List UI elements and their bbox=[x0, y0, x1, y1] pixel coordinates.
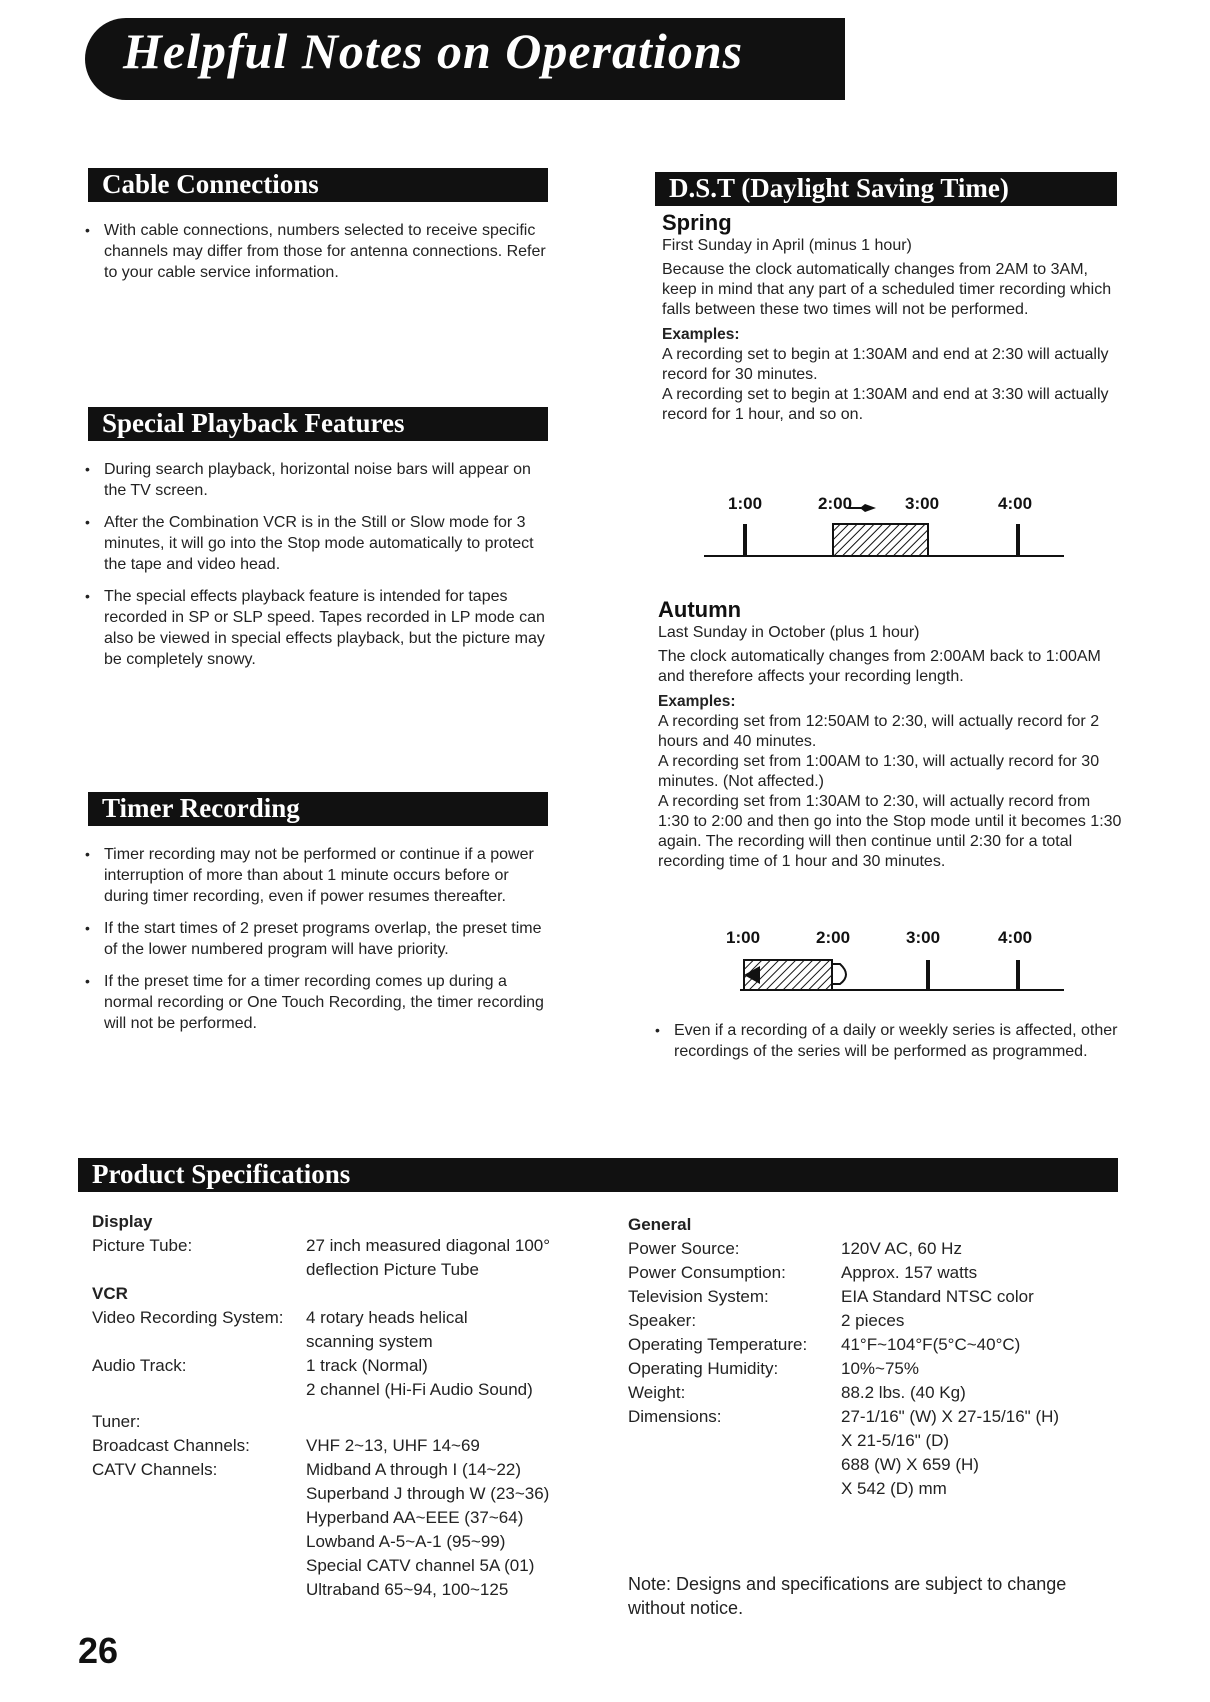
autumn-time-2: 2:00 bbox=[816, 928, 851, 947]
broadcast-channels-label: Broadcast Channels: bbox=[92, 1436, 250, 1455]
picture-tube-label: Picture Tube: bbox=[92, 1236, 193, 1255]
spring-timeline-graphic bbox=[700, 494, 1070, 564]
dimensions-value-2: X 21-5/16" (D) bbox=[841, 1431, 950, 1450]
broadcast-channels-value: VHF 2~13, UHF 14~69 bbox=[306, 1436, 480, 1455]
special-bullet-3: • The special effects playback feature is intended for tapes recorded in SP or SLP speed. Tapes recorded in LP mode can also be viewed in special effects playback, but the picture may be completely snowy. bbox=[82, 586, 552, 670]
operating-temperature-label: Operating Temperature: bbox=[628, 1335, 808, 1354]
catv-value-6: Ultraband 65~94, 100~125 bbox=[306, 1580, 509, 1599]
spring-hatched-gap bbox=[833, 524, 928, 556]
autumn-arrow-tip bbox=[832, 964, 846, 984]
autumn-example-3: A recording set from 1:30AM to 2:30, will actually record from 1:30 to 2:00 and then go into the Stop mode until it becomes 1:30 again. The recording will then continue until 2:30 for a total recording time of 1 hour and 30 minutes. bbox=[658, 793, 1122, 870]
autumn-body: The clock automatically changes from 2:00AM back to 1:00AM and therefore affects your recording length. bbox=[658, 648, 1101, 685]
spring-tick-4 bbox=[1016, 524, 1020, 556]
video-recording-label: Video Recording System: bbox=[92, 1308, 284, 1327]
specs-note: Note: Designs and specifications are subject to change without notice. bbox=[628, 1574, 1067, 1618]
dst-heading: D.S.T (Daylight Saving Time) bbox=[669, 173, 1009, 203]
specs-right-column bbox=[628, 1213, 1118, 1501]
operating-humidity-value: 10%~75% bbox=[841, 1359, 919, 1378]
autumn-tick-3 bbox=[926, 960, 930, 990]
television-system-label: Television System: bbox=[628, 1287, 769, 1306]
weight-label: Weight: bbox=[628, 1383, 686, 1402]
weight-value: 88.2 lbs. (40 Kg) bbox=[841, 1383, 966, 1402]
dst-bullet: • Even if a recording of a daily or weekly series is affected, other recordings of the series will be performed as programmed. bbox=[652, 1020, 1122, 1062]
autumn-time-3: 3:00 bbox=[906, 928, 941, 947]
operating-temperature-value: 41°F~104°F(5°C~40°C) bbox=[841, 1335, 1021, 1354]
spring-time-2: 2:00 bbox=[818, 494, 853, 513]
power-consumption-value: Approx. 157 watts bbox=[841, 1263, 978, 1282]
cable-connections-list bbox=[82, 220, 552, 294]
autumn-example-2: A recording set from 1:00AM to 1:30, will actually record for 30 minutes. (Not affected.) bbox=[658, 753, 1100, 790]
cable-connections-heading: Cable Connections bbox=[102, 169, 319, 199]
spring-example-2: A recording set to begin at 1:30AM and end at 3:30 will actually record for 1 hour, and so on. bbox=[662, 386, 1109, 423]
specs-left-column bbox=[92, 1210, 592, 1602]
catv-value-5: Special CATV channel 5A (01) bbox=[306, 1556, 535, 1575]
spring-tick-1 bbox=[743, 524, 747, 556]
timer-recording-heading-bar bbox=[88, 792, 548, 826]
tuner-label: Tuner: bbox=[92, 1412, 141, 1431]
timer-recording-heading: Timer Recording bbox=[102, 793, 300, 823]
spring-time-1: 1:00 bbox=[728, 494, 763, 513]
general-header: General bbox=[628, 1215, 692, 1234]
special-playback-heading: Special Playback Features bbox=[102, 408, 405, 438]
spring-subtitle: First Sunday in April (minus 1 hour) bbox=[662, 237, 912, 254]
timer-recording-list bbox=[82, 844, 552, 1045]
autumn-time-1: 1:00 bbox=[726, 928, 761, 947]
dimensions-label: Dimensions: bbox=[628, 1407, 722, 1426]
autumn-tick-4 bbox=[1016, 960, 1020, 990]
special-playback-list bbox=[82, 459, 552, 681]
display-header: Display bbox=[92, 1212, 153, 1231]
catv-channels-label: CATV Channels: bbox=[92, 1460, 218, 1479]
autumn-block bbox=[658, 597, 1123, 872]
special-bullet-1: • During search playback, horizontal noise bars will appear on the TV screen. bbox=[82, 459, 552, 501]
catv-value-3: Hyperband AA~EEE (37~64) bbox=[306, 1508, 524, 1527]
specs-heading-bar bbox=[78, 1158, 1118, 1192]
spring-time-3: 3:00 bbox=[905, 494, 940, 513]
speaker-value: 2 pieces bbox=[841, 1311, 905, 1330]
dst-heading-bar bbox=[655, 172, 1117, 206]
power-consumption-label: Power Consumption: bbox=[628, 1263, 786, 1282]
catv-value-4: Lowband A-5~A-1 (95~99) bbox=[306, 1532, 506, 1551]
dimensions-value-1: 27-1/16" (W) X 27-15/16" (H) bbox=[841, 1407, 1060, 1426]
autumn-title: Autumn bbox=[658, 597, 742, 622]
picture-tube-value-2: deflection Picture Tube bbox=[306, 1260, 479, 1279]
specs-heading: Product Specifications bbox=[92, 1159, 351, 1189]
picture-tube-value-1: 27 inch measured diagonal 100° bbox=[306, 1236, 551, 1255]
dst-note-list bbox=[652, 1020, 1122, 1073]
spring-time-4: 4:00 bbox=[998, 494, 1033, 513]
power-source-value: 120V AC, 60 Hz bbox=[841, 1239, 962, 1258]
audio-track-value-1: 1 track (Normal) bbox=[306, 1356, 428, 1375]
special-playback-heading-bar bbox=[88, 407, 548, 441]
page-title: Helpful Notes on Operations bbox=[123, 23, 744, 79]
speaker-label: Speaker: bbox=[628, 1311, 697, 1330]
spring-example-1: A recording set to begin at 1:30AM and end at 2:30 will actually record for 30 minutes. bbox=[662, 346, 1109, 383]
audio-track-label: Audio Track: bbox=[92, 1356, 187, 1375]
audio-track-value-2: 2 channel (Hi-Fi Audio Sound) bbox=[306, 1380, 533, 1399]
power-source-label: Power Source: bbox=[628, 1239, 740, 1258]
television-system-value: EIA Standard NTSC color bbox=[841, 1287, 1034, 1306]
spring-block bbox=[662, 210, 1122, 425]
page-title-banner bbox=[85, 18, 845, 100]
spring-examples-label: Examples: bbox=[662, 326, 740, 343]
autumn-timeline bbox=[700, 928, 1070, 998]
page-number: 26 bbox=[78, 1630, 119, 1671]
timer-bullet-3: • If the preset time for a timer recording comes up during a normal recording or One Touch Recording, the timer recording will not be performed. bbox=[82, 971, 552, 1034]
dimensions-value-4: X 542 (D) mm bbox=[841, 1479, 947, 1498]
autumn-subtitle: Last Sunday in October (plus 1 hour) bbox=[658, 624, 920, 641]
catv-value-1: Midband A through I (14~22) bbox=[306, 1460, 522, 1479]
cable-bullet-1: • With cable connections, numbers selected to receive specific channels may differ from those for antenna connections. Refer to your cable service information. bbox=[82, 220, 552, 283]
autumn-examples-label: Examples: bbox=[658, 693, 736, 710]
vcr-header: VCR bbox=[92, 1284, 128, 1303]
autumn-timeline-graphic bbox=[700, 928, 1070, 998]
special-bullet-2: • After the Combination VCR is in the Still or Slow mode for 3 minutes, it will go into the Stop mode automatically to protect the tape and video head. bbox=[82, 512, 552, 575]
dimensions-value-3: 688 (W) X 659 (H) bbox=[841, 1455, 979, 1474]
timer-bullet-1: • Timer recording may not be performed or continue if a power interruption of more than about 1 minute occurs before or during timer recording, even if power resumes thereafter. bbox=[82, 844, 552, 907]
autumn-example-1: A recording set from 12:50AM to 2:30, will actually record for 2 hours and 40 minutes. bbox=[658, 713, 1100, 750]
video-recording-value-1: 4 rotary heads helical bbox=[306, 1308, 468, 1327]
spring-title: Spring bbox=[662, 210, 732, 235]
video-recording-value-2: scanning system bbox=[306, 1332, 433, 1351]
spring-arrow-head bbox=[860, 504, 876, 512]
spring-body: Because the clock automatically changes from 2AM to 3AM, keep in mind that any part of a scheduled timer recording which falls between these two times will not be performed. bbox=[662, 261, 1112, 318]
operating-humidity-label: Operating Humidity: bbox=[628, 1359, 779, 1378]
timer-bullet-2: • If the start times of 2 preset programs overlap, the preset time of the lower numbered program will have priority. bbox=[82, 918, 552, 960]
catv-value-2: Superband J through W (23~36) bbox=[306, 1484, 550, 1503]
autumn-time-4: 4:00 bbox=[998, 928, 1033, 947]
cable-connections-heading-bar bbox=[88, 168, 548, 202]
spring-timeline bbox=[700, 494, 1070, 564]
